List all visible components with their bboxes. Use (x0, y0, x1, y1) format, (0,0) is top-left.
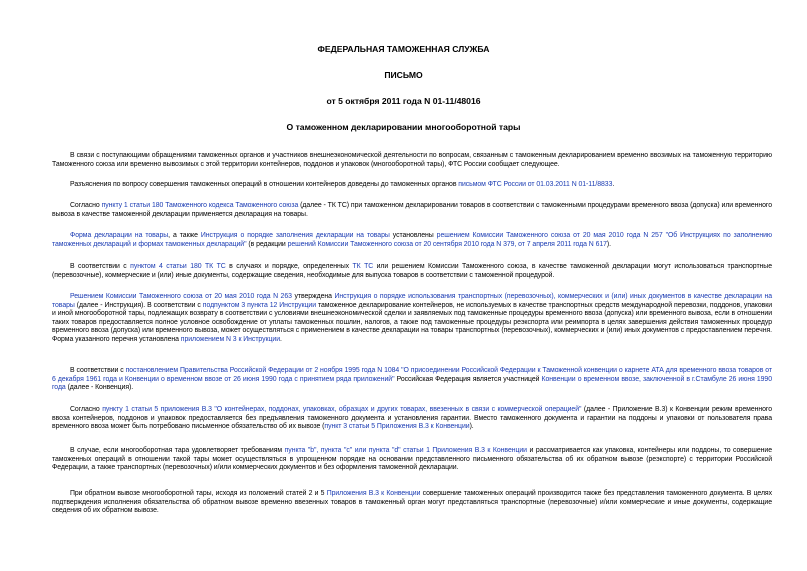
paragraph-text: (в редакции (246, 240, 288, 248)
paragraph-text: Разъяснения по вопросу совершения таможенных операций в отношении контейнеров доведены до таможенных органов (70, 181, 459, 188)
paragraph (52, 181, 772, 190)
paragraph (52, 202, 772, 219)
document-link[interactable]: пункту 1 статьи 180 Таможенного кодекса Таможенного союза (101, 202, 299, 209)
paragraph-text: . (280, 335, 282, 343)
paragraph-text: В соответствии с (70, 367, 126, 374)
paragraph (52, 406, 772, 432)
paragraph-text: Согласно (70, 202, 102, 209)
document-link[interactable]: постановлением Правительства Российской Федерации от 2 ноября 1995 года N 1084 "О присоединении Российской Федерации к Таможенной конвенции о карнете АТА для временного ввоза товаров от 6 декабря 1961 года и Конвенции о временном ввозе от 26 июня 1990 года с принятием ряда приложений" (52, 367, 772, 383)
paragraph-text: или решением Комиссии Таможенного союза, в качестве таможенной декларации могут использоваться транспортные (перевозочные), коммерческие и (или) иные документы, содержащие сведения, необходимые для выпуска товаров в соответствии с таможенной процедурой. (52, 263, 772, 279)
paragraph-text: установлены (389, 232, 437, 239)
paragraph-text: и рассматривается как упаковка, контейнеры или поддоны, то совершение таможенных операций в отношении такой тары может осуществляться в упрощенном порядке на основании представленного письменного обязательства об их обратном вывозе (реэкспорте) с территории Российской Федерации, а также транспортных (перевозочных) и/или коммерческих документов и без оформления таможенной декларации. (52, 447, 772, 471)
paragraph (52, 447, 772, 473)
paragraph-text: совершение таможенных операций производится также без представления таможенного документа. В целях подтверждения исполнения обязательства об обратном вывозе временно ввезенных товаров в таможенный орган могут представляться транспортные (перевозочные) и/или коммерческие и иные документы, содержащие сведения об их обратном вывозе. (52, 490, 772, 514)
paragraph-text: таможенное декларирование контейнеров, не используемых в качестве транспортных средств международной перевозки, поддонов, упаковки и иной многооборотной тары, подлежащих возврату в соответствии с условиями внешнеэкономической сделки и заявляемых под таможенные процедуры временного ввоза (допуска) или временного вывоза, если в отношении таких товаров предоставляется полное условное освобождение от уплаты таможенных пошлин, налогов, а также под таможенные процедуры реэкспорта или реимпорта в целях завершения действия таможенных процедур временного ввоза (допуска) или временного вывоза, может осуществляться с применением в качестве декларации на товары транспортных (перевозочных), коммерческих и (или) иных документов с предоставлением перечня. Форма указанного перечня установлена (52, 301, 772, 343)
paragraph-text: ). (606, 240, 612, 248)
document-type: ПИСЬМО (384, 70, 423, 80)
paragraph (52, 293, 772, 344)
paragraph (52, 367, 772, 393)
agency-title: ФЕДЕРАЛЬНАЯ ТАМОЖЕННАЯ СЛУЖБА (317, 44, 490, 54)
document-link[interactable]: пункт 3 статьи 5 Приложения B.3 к Конвенции (324, 423, 470, 430)
document-link[interactable]: приложением N 3 к Инструкции (180, 335, 280, 343)
document-link[interactable]: пункту 1 статьи 5 приложения B.3 "О контейнерах, поддонах, упаковках, образцах и других товарах, ввезенных в связи с коммерческой операцией" (102, 406, 582, 413)
document-subject: О таможенном декларировании многооборотной тары (286, 122, 521, 132)
paragraph-text: (далее - Конвенция). (65, 384, 134, 391)
paragraph-text: Согласно (70, 406, 103, 413)
paragraph-text: В связи с поступающими обращениями таможенных органов и участников внешнеэкономической деятельности по вопросам, связанным с таможенным декларированием временно ввозимых на таможенную территорию Таможенного союза или временно вывозимых с этой территории контейнеров, поддонов и упаковок (многооборотной тары), ФТС России сообщает следующее. (52, 152, 772, 168)
paragraph-text: утверждена (291, 293, 335, 300)
document-link[interactable]: Конвенции о временном ввозе, заключенной в г.Стамбуле 26 июня 1990 года (52, 375, 772, 391)
document-link[interactable]: решений Комиссии Таможенного союза от 20 сентября 2010 года N 379, от 7 апреля 2011 года N 617 (287, 240, 607, 248)
document-link[interactable]: подпунктом 3 пункта 12 Инструкции (202, 301, 316, 309)
paragraph-text: Российская Федерация является участницей (394, 375, 542, 383)
paragraph-text: (далее - Инструкция). В соответствии с (74, 301, 203, 309)
paragraph-text: (далее - Приложение B.3) к Конвенции режим временного ввоза контейнеров, поддонов и упаковок предоставляется без предъявления таможенного документа и установления гарантии. Вместо таможенного документа и гарантии на поддоны и упаковки от пользователя права временного ввоза может быть потребовано письменное обязательство об их вывозе ( (52, 406, 772, 430)
document-link[interactable]: Инструкция о порядке использования транспортных (перевозочных), коммерческих и (или) иных документов в качестве декларации на товары (52, 293, 772, 309)
document-link[interactable]: решением Комиссии Таможенного союза от 20 мая 2010 года N 257 "Об Инструкциях по заполнению таможенных деклараций и формах таможенных деклараций" (52, 232, 772, 248)
paragraph (52, 152, 772, 169)
paragraph-text: В случае, если многооборотная тара удовлетворяет требованиям (70, 447, 285, 454)
document-link[interactable]: Приложения B.3 к Конвенции (326, 490, 421, 497)
paragraph-text: При обратном вывозе многооборотной тары, исходя из положений статей 2 и 5 (70, 490, 327, 497)
document-link[interactable]: пунктом 4 статьи 180 ТК ТС (130, 263, 226, 270)
paragraph-text: . (612, 181, 615, 188)
document-link[interactable]: ТК ТС (352, 263, 374, 270)
paragraph-text: , а также (168, 232, 201, 239)
paragraph-text: В соответствии с (70, 263, 131, 270)
paragraph (52, 263, 772, 280)
document-link[interactable]: Решением Комиссии Таможенного союза от 20 мая 2010 года N 263 (70, 293, 292, 300)
paragraph-text: в случаях и порядке, определенных (225, 263, 353, 270)
document-link[interactable]: Инструкция о порядке заполнения декларации на товары (200, 232, 390, 239)
document-date-number: от 5 октября 2011 года N 01-11/48016 (326, 96, 481, 106)
document-link[interactable]: письмом ФТС России от 01.03.2011 N 01-11/8833 (458, 181, 613, 188)
paragraph-text: (далее - ТК ТС) при таможенном декларировании товаров в соответствии с таможенными процедурами временного ввоза (допуска) или временного вывоза в качестве таможенной декларации применяется декларация на товары. (52, 202, 772, 218)
document-link[interactable]: Форма декларации на товары (70, 232, 169, 239)
paragraph (52, 232, 772, 249)
document-link[interactable]: пункта "b", пункта "c" или пункта "d" статьи 1 Приложения B.3 к Конвенции (284, 447, 527, 454)
paragraph (52, 490, 772, 516)
paragraph-text: ). (469, 423, 474, 430)
